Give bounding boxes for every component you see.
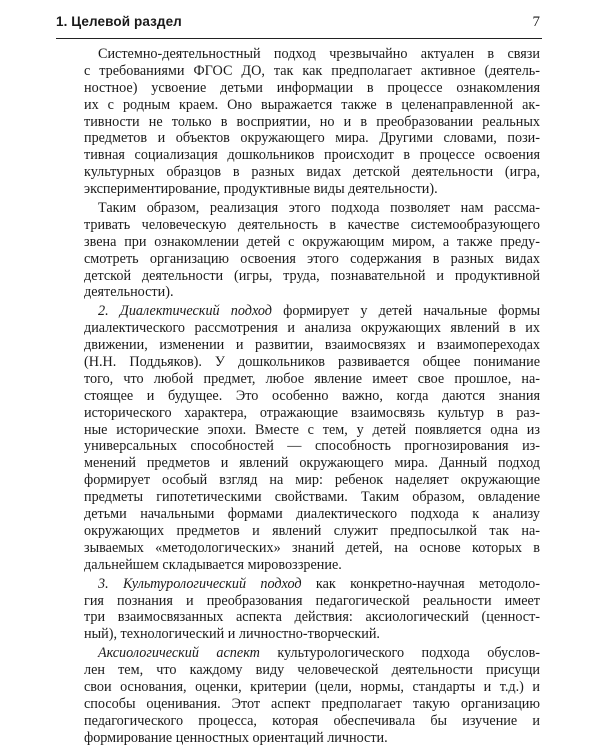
text-line (84, 730, 540, 747)
line-text: смотреть организацию освоения этого содержания в разных видах (84, 250, 540, 267)
line-text: культурных образцов в разных видах детской деятельности (игра, (84, 164, 540, 181)
italic-lead-term: Аксиологический аспект (98, 645, 260, 662)
line-text: ный), технологический и личностно-творческий. (84, 626, 380, 643)
text-line (84, 422, 540, 439)
paragraph (84, 645, 540, 746)
line-text: формирование ценностных ориентаций личности. (84, 729, 388, 746)
line-text: формирует у детей начальные формы (271, 303, 540, 320)
text-line (84, 609, 540, 626)
paragraph (84, 46, 540, 198)
line-text: исторического характера, отражающие взаимосвязь культур в раз- (84, 404, 540, 421)
text-line (84, 251, 540, 268)
text-line (84, 217, 540, 234)
text-line (84, 147, 540, 164)
line-text: дальнейшем складывается мировоззрение. (84, 556, 342, 573)
text-line (84, 388, 540, 405)
text-line (84, 130, 540, 147)
running-header (56, 12, 542, 39)
line-text: свои основания, оценки, критерии (цели, нормы, стандарты и т.д.) и (84, 678, 540, 695)
text-line (84, 506, 540, 523)
line-text: способы оценивания. Этот аспект предполагает такую организацию (84, 695, 540, 712)
line-text: гия познания и преобразования педагогической реальности имеет (84, 592, 540, 609)
text-line (84, 234, 540, 251)
line-text: того, что любой предмет, любое явление имеет свое прошлое, на- (84, 370, 540, 387)
text-line (84, 576, 540, 593)
line-text: окружающих предметов и явлений служит предпосылкой так на- (84, 522, 540, 539)
text-line (84, 80, 540, 97)
text-line (84, 200, 540, 217)
line-text: менений предметов и явлений окружающего мира. Данный подход (84, 455, 540, 472)
line-text: детьми начальными формами диалектического подхода к анализу (84, 506, 540, 523)
line-text: как конкретно-научная методоло- (301, 575, 540, 592)
line-text: педагогического процесса, которая обеспечивала бы изучение и (84, 712, 540, 729)
text-line (84, 679, 540, 696)
text-line (84, 662, 540, 679)
line-text: стоящее и будущее. Это особенно важно, когда даются знания (84, 387, 540, 404)
text-line (84, 371, 540, 388)
text-line (84, 405, 540, 422)
line-text: (Н.Н. Поддьяков). У дошкольников развивается общее понимание (84, 354, 540, 371)
line-text: культурологического подхода обуслов- (259, 645, 541, 662)
text-line (84, 626, 540, 643)
line-text: Системно-деятельностный подход чрезвычайно актуален в связи (98, 46, 540, 62)
line-text: их с родным краем. Оно выражается также в целенаправленной ак- (84, 96, 540, 113)
text-line (84, 303, 540, 320)
text-line (84, 164, 540, 181)
paragraph (84, 576, 540, 644)
text-line (84, 489, 540, 506)
line-text: экспериментирование, продуктивные виды деятельности). (84, 181, 438, 198)
text-line (84, 472, 540, 489)
text-line (84, 523, 540, 540)
text-line (84, 114, 540, 131)
line-text: с требованиями ФГОС ДО, так как предполагает активное (деятель- (84, 62, 540, 79)
line-text: тривать человеческую деятельность в качестве системообразующего (84, 216, 540, 233)
text-line (84, 97, 540, 114)
text-line (84, 181, 540, 198)
text-line (84, 593, 540, 610)
paragraph (84, 200, 540, 301)
line-text: звена при ознакомлении детей с окружающим миром, а также преду- (84, 233, 540, 250)
line-text: универсальных способностей — способность прогнозирования из- (84, 438, 540, 455)
line-text: Таким образом, реализация этого подхода позволяет нам рассма- (98, 200, 540, 217)
line-text: тивная социализация дошкольников происходит в процессе освоения (84, 147, 540, 164)
text-line (84, 557, 540, 574)
text-line (84, 320, 540, 337)
text-line (84, 696, 540, 713)
text-line (84, 645, 540, 662)
line-text: ные исторические эпохи. Вместе с тем, у детей появляется одна из (84, 421, 540, 438)
line-text: предметы гипотетическими свойствами. Таким образом, овладение (84, 489, 540, 506)
line-text: детской деятельности (игры, труда, познавательной и продуктивной (84, 267, 540, 284)
text-line (84, 284, 540, 301)
text-line (84, 268, 540, 285)
text-line (84, 455, 540, 472)
text-line (84, 713, 540, 730)
text-line (84, 438, 540, 455)
text-line (84, 337, 540, 354)
text-line (84, 354, 540, 371)
line-text: лен тем, что каждому виду человеческой деятельности присущи (84, 662, 540, 679)
line-text: тивности не только в восприятии, но и в преобразовании реальных (84, 113, 540, 130)
text-line (84, 63, 540, 80)
section-title: 1. Целевой раздел (56, 14, 182, 29)
line-text: три взаимосвязанных аспекта действия: аксиологический (ценност- (84, 609, 540, 626)
text-line (84, 46, 540, 63)
line-text: формирует особый взгляд на мир: ребенок наделяет окружающие (84, 472, 540, 489)
line-text: ностное) усвоение детьми информации в процессе ознакомления (84, 79, 540, 96)
line-text: предметов и объектов окружающего мира. Другими словами, пози- (84, 130, 540, 147)
page-number: 7 (532, 14, 540, 30)
line-text: зываемых «методологических» знаний детей, на основе которых в (84, 539, 540, 556)
line-text: движении, изменении и развитии, взаимосвязях и взаимопереходах (84, 337, 540, 354)
italic-lead-term: 2. Диалектический подход (98, 303, 272, 320)
italic-lead-term: 3. Культурологический подход (98, 575, 302, 592)
paragraph (84, 303, 540, 573)
text-line (84, 540, 540, 557)
line-text: деятельности). (84, 284, 174, 301)
line-text: диалектического рассмотрения и анализа окружающих явлений в их (84, 320, 540, 337)
body-text (84, 46, 540, 747)
